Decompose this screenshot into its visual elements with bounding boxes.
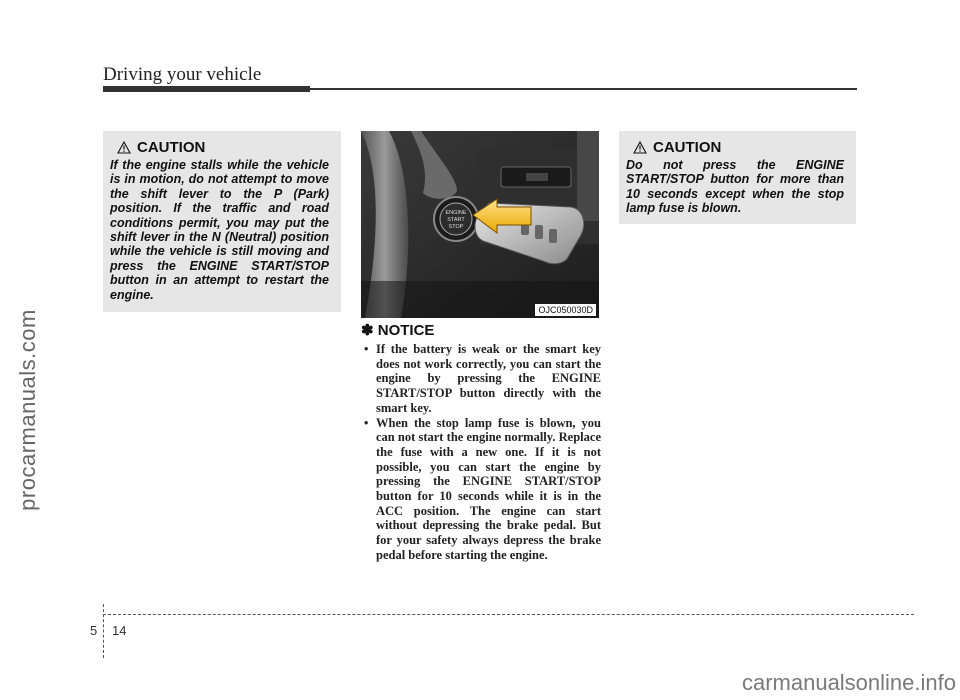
engine-start-button-photo xyxy=(361,131,599,318)
page-number: 14 xyxy=(112,623,127,638)
footer-watermark: carmanualsonline.info xyxy=(741,670,956,695)
button-label-line1: ENGINE xyxy=(445,210,467,216)
notice-item-text: When the stop lamp fuse is blown, you can not start the engine normally. Replace the fuse with a new one. If it is not possible, you can start the engine by pressing the ENGINE START/STOP button for 10 seconds while it is in the ACC position. The engine can start without depressing the brake pedal. But for your safety always depress the brake pedal before starting the engine. xyxy=(376,415,601,562)
notice-list xyxy=(361,342,601,563)
caution-title: CAUTION xyxy=(137,139,206,156)
notice-heading xyxy=(361,321,434,339)
photo-illustration xyxy=(361,131,599,318)
notice-symbol: ✽ xyxy=(361,322,374,339)
caution-text: Do not press the ENGINE START/STOP button for more than 10 seconds except when the stop lamp fuse is blown. xyxy=(626,158,844,216)
button-label-line2: START xyxy=(447,217,465,223)
footer-divider xyxy=(103,604,104,658)
notice-item: • If the battery is weak or the smart key does not work correctly, you can start the engine by pressing the ENGINE START/STOP button directly with the smart key. xyxy=(364,342,601,415)
warning-triangle-icon xyxy=(633,141,647,154)
side-watermark: procarmanuals.com xyxy=(15,309,40,511)
page-header-title: Driving your vehicle xyxy=(103,64,262,85)
button-label-line3: STOP xyxy=(448,224,464,230)
notice-item-text: If the battery is weak or the smart key does not work correctly, you can start the engine by pressing the ENGINE START/STOP button directly with the smart key. xyxy=(376,342,601,415)
notice-title: NOTICE xyxy=(377,322,435,339)
chapter-number: 5 xyxy=(90,623,98,638)
caution-box-left xyxy=(103,131,341,312)
caution-text: If the engine stalls while the vehicle is in motion, do not attempt to move the shift lever to the P (Park) position. If the traffic and road conditions permit, you may put the shift lever in the N (Neutral) position while the vehicle is still moving and press the ENGINE START/STOP button in an attempt to restart the engine. xyxy=(110,158,329,302)
warning-triangle-icon xyxy=(117,141,131,154)
caution-title: CAUTION xyxy=(653,139,722,156)
caution-box-right xyxy=(619,131,856,224)
notice-item: • When the stop lamp fuse is blown, you can not start the engine normally. Replace the fuse with a new one. If it is not possible, you can start the engine by pressing the ENGINE START/STOP button for 10 seconds while it is in the ACC position. The engine can start without depressing the brake pedal. But for your safety always depress the brake pedal before starting the engine. xyxy=(364,415,601,562)
photo-caption: OJC050030D xyxy=(535,304,596,316)
footer-rule xyxy=(103,614,914,615)
header-rule xyxy=(103,88,857,90)
